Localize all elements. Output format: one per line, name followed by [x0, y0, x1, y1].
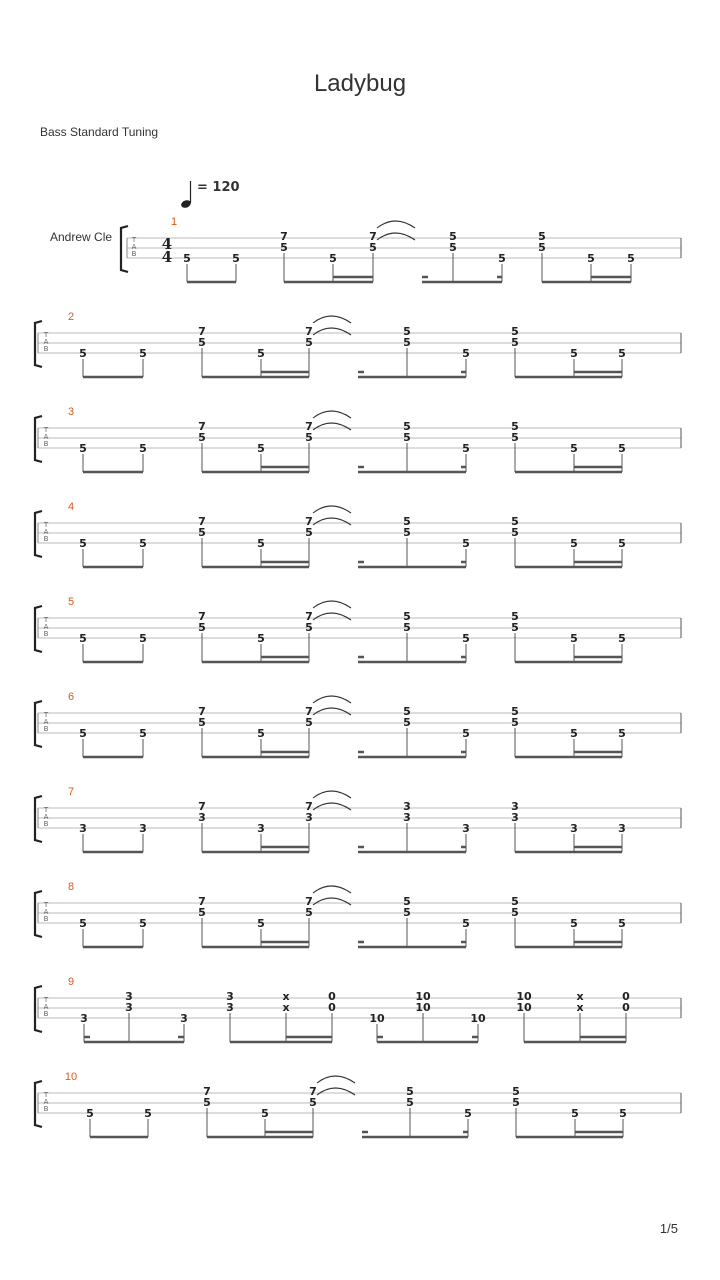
- fret-number: 5: [232, 252, 240, 265]
- tie-arc: [313, 791, 351, 798]
- fret-number: 3: [198, 811, 206, 824]
- fret-number: 5: [329, 252, 337, 265]
- tab-letter: B: [43, 725, 49, 733]
- tie-arc: [313, 316, 351, 323]
- tab-letter: T: [131, 236, 137, 244]
- fret-number: 5: [79, 537, 87, 550]
- tab-letter: A: [43, 623, 49, 631]
- fret-number: 5: [305, 336, 313, 349]
- fret-number: 5: [198, 336, 206, 349]
- tie-arc: [313, 613, 351, 620]
- fret-number: 3: [403, 811, 411, 824]
- tie-arc: [313, 328, 351, 335]
- tab-system: [35, 881, 681, 947]
- fret-number: 7: [305, 895, 313, 908]
- tie-arc: [313, 518, 351, 525]
- tab-letter: T: [43, 901, 49, 909]
- fret-number: 5: [79, 917, 87, 930]
- fret-number: 5: [139, 632, 147, 645]
- fret-number: 5: [369, 241, 377, 254]
- fret-number: 0: [622, 1001, 630, 1014]
- fret-number: 0: [328, 990, 336, 1003]
- fret-number: 5: [511, 515, 519, 528]
- fret-number: 5: [538, 241, 546, 254]
- fret-number: 5: [309, 1096, 317, 1109]
- fret-number: 3: [257, 822, 265, 835]
- tab-letter: A: [43, 1098, 49, 1106]
- fret-number: 5: [618, 632, 626, 645]
- time-signature-bottom: 4: [161, 248, 173, 266]
- fret-number: 5: [305, 906, 313, 919]
- fret-number: 5: [257, 917, 265, 930]
- fret-number: 5: [498, 252, 506, 265]
- fret-number: 5: [462, 727, 470, 740]
- fret-number: 5: [79, 727, 87, 740]
- fret-number: 5: [511, 621, 519, 634]
- fret-number: 5: [139, 347, 147, 360]
- fret-number: 3: [511, 800, 519, 813]
- fret-number: 5: [403, 336, 411, 349]
- fret-number: 5: [144, 1107, 152, 1120]
- measure-number: 7: [67, 786, 75, 798]
- tab-letter: B: [43, 820, 49, 828]
- tab-letter: B: [43, 1010, 49, 1018]
- fret-number: 5: [619, 1107, 627, 1120]
- fret-number: 5: [406, 1096, 414, 1109]
- measure-number: 5: [67, 596, 75, 608]
- fret-number: 5: [79, 632, 87, 645]
- tab-letter: B: [43, 440, 49, 448]
- measure-number: 6: [67, 691, 75, 703]
- quarter-note-icon: [180, 181, 192, 209]
- fret-number: 5: [305, 621, 313, 634]
- fret-number: 5: [571, 1107, 579, 1120]
- fret-number: 5: [183, 252, 191, 265]
- fret-number: 5: [403, 325, 411, 338]
- fret-number: 5: [198, 716, 206, 729]
- fret-number: 5: [403, 716, 411, 729]
- fret-number: 7: [369, 230, 377, 243]
- fret-number: 5: [511, 420, 519, 433]
- tab-letter: B: [43, 915, 49, 923]
- fret-number: 5: [79, 442, 87, 455]
- fret-number: 5: [280, 241, 288, 254]
- fret-number: 5: [198, 906, 206, 919]
- tie-arc: [313, 506, 351, 513]
- tab-system: [35, 501, 681, 567]
- fret-number: 5: [139, 537, 147, 550]
- fret-number: 5: [462, 537, 470, 550]
- fret-number: 5: [618, 537, 626, 550]
- tie-arc: [377, 221, 415, 228]
- tab-letter: A: [131, 243, 137, 251]
- tie-arc: [313, 423, 351, 430]
- fret-number: 10: [415, 1001, 431, 1014]
- tab-system: [35, 311, 681, 377]
- tie-arc: [313, 411, 351, 418]
- fret-number: 5: [257, 727, 265, 740]
- fret-number: 5: [257, 537, 265, 550]
- tab-letter: T: [43, 1091, 49, 1099]
- tie-arc: [377, 233, 415, 240]
- systems-layer: [35, 216, 681, 1137]
- fret-number: 7: [305, 420, 313, 433]
- tab-letter: B: [43, 535, 49, 543]
- tab-letter: A: [43, 338, 49, 346]
- fret-number: 3: [180, 1012, 188, 1025]
- fret-number: 5: [449, 230, 457, 243]
- tab-system: [35, 691, 681, 757]
- fret-number: 5: [511, 431, 519, 444]
- fret-number: 5: [511, 336, 519, 349]
- fret-number: 3: [618, 822, 626, 835]
- fret-number: 5: [511, 895, 519, 908]
- fret-number: 7: [198, 705, 206, 718]
- tempo-value: = 120: [197, 180, 240, 195]
- fret-number: 5: [305, 431, 313, 444]
- fret-number: 5: [587, 252, 595, 265]
- fret-number: 10: [516, 1001, 532, 1014]
- fret-number: 3: [570, 822, 578, 835]
- fret-number: 3: [80, 1012, 88, 1025]
- fret-number: x: [282, 1001, 290, 1014]
- tie-arc: [313, 708, 351, 715]
- fret-number: 5: [198, 431, 206, 444]
- tab-system: [35, 976, 681, 1042]
- time-signature-top: 4: [161, 235, 173, 253]
- fret-number: 5: [511, 526, 519, 539]
- fret-number: 3: [125, 990, 133, 1003]
- tab-letter: T: [43, 521, 49, 529]
- fret-number: 5: [570, 347, 578, 360]
- measure-number: 8: [67, 881, 75, 893]
- fret-number: 5: [570, 632, 578, 645]
- page-number: 1/5: [659, 1221, 678, 1236]
- tab-letter: B: [43, 1105, 49, 1113]
- fret-number: x: [282, 990, 290, 1003]
- tie-arc: [313, 696, 351, 703]
- fret-number: 5: [618, 442, 626, 455]
- fret-number: 5: [305, 716, 313, 729]
- fret-number: 5: [462, 632, 470, 645]
- fret-number: 7: [305, 705, 313, 718]
- fret-number: 7: [305, 610, 313, 623]
- fret-number: 10: [470, 1012, 486, 1025]
- fret-number: 5: [403, 420, 411, 433]
- fret-number: 3: [403, 800, 411, 813]
- fret-number: 5: [511, 705, 519, 718]
- fret-number: 5: [261, 1107, 269, 1120]
- fret-number: 5: [79, 347, 87, 360]
- measure-number: 9: [67, 976, 75, 988]
- measure-number: 2: [67, 311, 75, 323]
- fret-number: 5: [618, 347, 626, 360]
- fret-number: 3: [125, 1001, 133, 1014]
- fret-number: 3: [79, 822, 87, 835]
- fret-number: 10: [415, 990, 431, 1003]
- fret-number: 7: [305, 325, 313, 338]
- fret-number: 5: [462, 917, 470, 930]
- fret-number: 7: [305, 800, 313, 813]
- fret-number: 5: [449, 241, 457, 254]
- tab-system: [121, 216, 681, 282]
- tab-letter: T: [43, 996, 49, 1004]
- fret-number: 5: [403, 515, 411, 528]
- tab-system: [35, 786, 681, 852]
- fret-number: 7: [309, 1085, 317, 1098]
- fret-number: 5: [627, 252, 635, 265]
- fret-number: 7: [198, 515, 206, 528]
- fret-number: 0: [622, 990, 630, 1003]
- song-title: Ladybug: [313, 70, 407, 97]
- fret-number: 5: [403, 431, 411, 444]
- fret-number: 3: [511, 811, 519, 824]
- tab-letter: T: [43, 426, 49, 434]
- fret-number: x: [576, 990, 584, 1003]
- fret-number: 7: [198, 420, 206, 433]
- tie-arc: [313, 886, 351, 893]
- tab-letter: A: [43, 528, 49, 536]
- fret-number: 5: [139, 442, 147, 455]
- fret-number: 7: [198, 895, 206, 908]
- fret-number: 5: [403, 610, 411, 623]
- tab-letter: B: [131, 250, 137, 258]
- fret-number: 7: [198, 325, 206, 338]
- fret-number: 5: [512, 1085, 520, 1098]
- fret-number: 5: [139, 917, 147, 930]
- fret-number: 7: [198, 800, 206, 813]
- fret-number: 5: [198, 526, 206, 539]
- tie-arc: [313, 601, 351, 608]
- fret-number: 5: [511, 906, 519, 919]
- measure-number: 1: [170, 216, 178, 228]
- fret-number: 5: [305, 526, 313, 539]
- fret-number: 5: [257, 632, 265, 645]
- tab-letter: T: [43, 806, 49, 814]
- fret-number: 7: [198, 610, 206, 623]
- tab-letter: T: [43, 331, 49, 339]
- measure-number: 10: [64, 1071, 78, 1083]
- fret-number: 5: [511, 325, 519, 338]
- fret-number: 10: [516, 990, 532, 1003]
- fret-number: 5: [512, 1096, 520, 1109]
- fret-number: 0: [328, 1001, 336, 1014]
- tab-letter: B: [43, 345, 49, 353]
- fret-number: 3: [226, 1001, 234, 1014]
- fret-number: 5: [403, 895, 411, 908]
- fret-number: 3: [139, 822, 147, 835]
- fret-number: 3: [305, 811, 313, 824]
- tab-letter: A: [43, 908, 49, 916]
- tie-arc: [313, 898, 351, 905]
- tab-letter: A: [43, 813, 49, 821]
- fret-number: 5: [406, 1085, 414, 1098]
- fret-number: 7: [280, 230, 288, 243]
- fret-number: 3: [226, 990, 234, 1003]
- fret-number: 5: [570, 727, 578, 740]
- fret-number: x: [576, 1001, 584, 1014]
- fret-number: 5: [570, 917, 578, 930]
- fret-number: 10: [369, 1012, 385, 1025]
- fret-number: 5: [462, 347, 470, 360]
- fret-number: 5: [403, 621, 411, 634]
- fret-number: 5: [462, 442, 470, 455]
- fret-number: 5: [257, 442, 265, 455]
- tie-arc: [317, 1076, 355, 1083]
- fret-number: 5: [511, 610, 519, 623]
- tab-letter: T: [43, 711, 49, 719]
- fret-number: 5: [618, 917, 626, 930]
- track-name: Andrew Cle: [50, 230, 113, 244]
- tab-letter: A: [43, 1003, 49, 1011]
- fret-number: 5: [570, 442, 578, 455]
- fret-number: 7: [305, 515, 313, 528]
- fret-number: 7: [203, 1085, 211, 1098]
- fret-number: 5: [139, 727, 147, 740]
- fret-number: 5: [570, 537, 578, 550]
- fret-number: 5: [538, 230, 546, 243]
- tab-system: [35, 1071, 681, 1137]
- measure-number: 3: [67, 406, 75, 418]
- fret-number: 5: [511, 716, 519, 729]
- fret-number: 5: [257, 347, 265, 360]
- fret-number: 3: [462, 822, 470, 835]
- tab-letter: A: [43, 433, 49, 441]
- tuning-label: Bass Standard Tuning: [40, 125, 159, 139]
- tab-letter: T: [43, 616, 49, 624]
- fret-number: 5: [403, 526, 411, 539]
- tab-system: [35, 596, 681, 662]
- fret-number: 5: [403, 906, 411, 919]
- tab-letter: A: [43, 718, 49, 726]
- fret-number: 5: [618, 727, 626, 740]
- tab-system: [35, 406, 681, 472]
- tie-arc: [313, 803, 351, 810]
- fret-number: 5: [403, 705, 411, 718]
- fret-number: 5: [198, 621, 206, 634]
- fret-number: 5: [86, 1107, 94, 1120]
- fret-number: 5: [464, 1107, 472, 1120]
- tie-arc: [317, 1088, 355, 1095]
- tab-letter: B: [43, 630, 49, 638]
- measure-number: 4: [67, 501, 75, 513]
- fret-number: 5: [203, 1096, 211, 1109]
